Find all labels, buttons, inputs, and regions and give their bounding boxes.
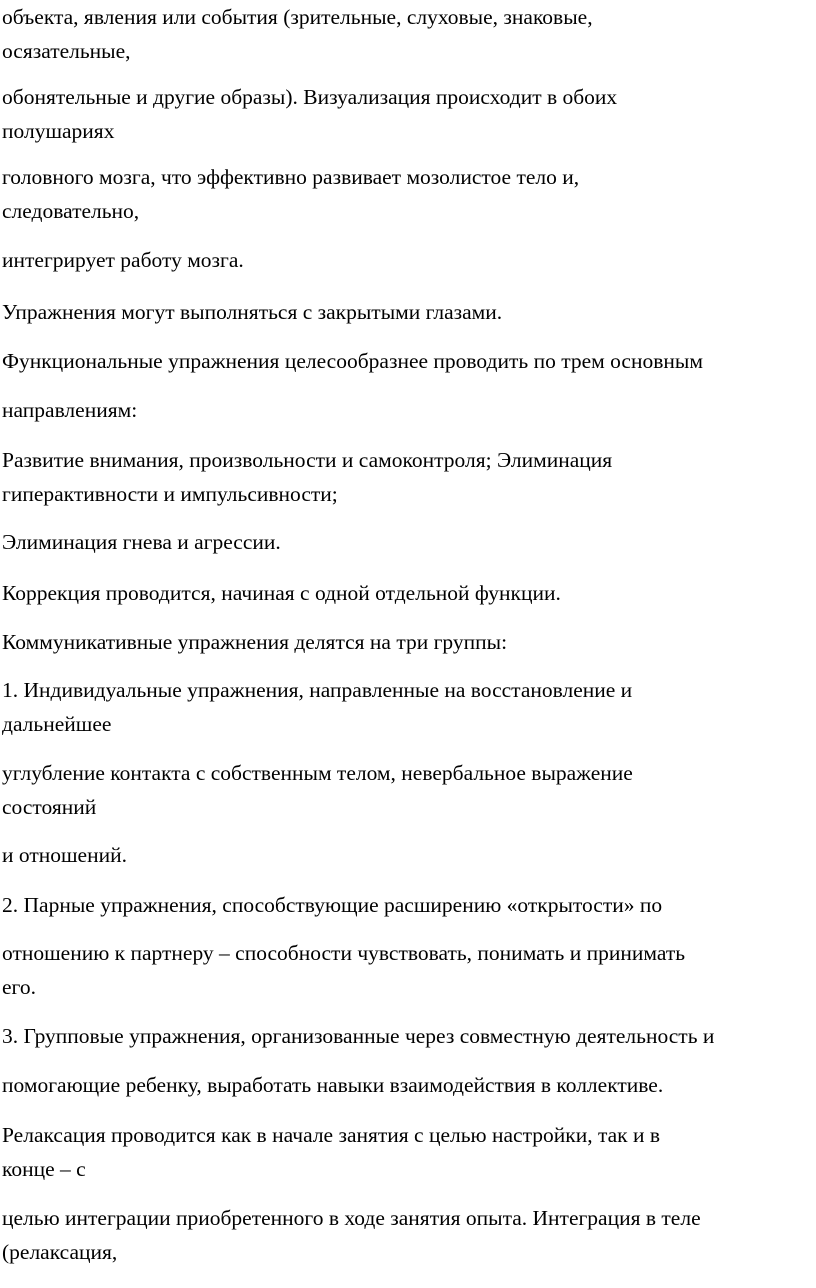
text-line: следовательно,	[2, 199, 140, 223]
text-line: (релаксация,	[2, 1240, 118, 1264]
text-line: дальнейшее	[2, 712, 112, 736]
text-line: 3. Групповые упражнения, организованные через совместную деятельность и	[2, 1024, 715, 1048]
text-line: обонятельные и другие образы). Визуализация происходит в обоих	[2, 85, 618, 109]
text-line: углубление контакта с собственным телом, невербальное выражение	[2, 761, 633, 785]
text-line: Релаксация проводится как в начале занятия с целью настройки, так и в	[2, 1123, 661, 1147]
text-line: Функциональные упражнения целесообразнее проводить по трем основным	[2, 349, 703, 373]
text-line: осязательные,	[2, 39, 131, 63]
text-line: полушариях	[2, 119, 115, 143]
text-line: объекта, явления или события (зрительные, слуховые, знаковые,	[2, 5, 593, 29]
text-line: интегрирует работу мозга.	[2, 248, 244, 272]
text-line: гиперактивности и импульсивности;	[2, 482, 338, 506]
text-line: 2. Парные упражнения, способствующие расширению «открытости» по	[2, 893, 663, 917]
text-line: направлениям:	[2, 398, 138, 422]
text-line: 1. Индивидуальные упражнения, направленные на восстановление и	[2, 678, 633, 702]
bullet-line: Элиминация гнева и агрессии.	[2, 530, 281, 554]
text-line: отношению к партнеру – способности чувствовать, понимать и принимать	[2, 941, 686, 965]
text-line: и отношений.	[2, 843, 127, 867]
text-line: конце – с	[2, 1157, 86, 1181]
text-line: помогающие ребенку, выработать навыки взаимодействия в коллективе.	[2, 1073, 664, 1097]
text-line: головного мозга, что эффективно развивает мозолистое тело и,	[2, 165, 580, 189]
text-line: Коррекция проводится, начиная с одной отдельной функции.	[2, 581, 561, 605]
text-line: состояний	[2, 795, 97, 819]
text-line: целью интеграции приобретенного в ходе занятия опыта. Интеграция в теле	[2, 1206, 701, 1230]
bullet-line: Развитие внимания, произвольности и самоконтроля; Элиминация	[2, 448, 613, 472]
text-line: Упражнения могут выполняться с закрытыми глазами.	[2, 300, 503, 324]
text-line: его.	[2, 975, 36, 999]
text-line: Коммуникативные упражнения делятся на три группы:	[2, 630, 508, 654]
